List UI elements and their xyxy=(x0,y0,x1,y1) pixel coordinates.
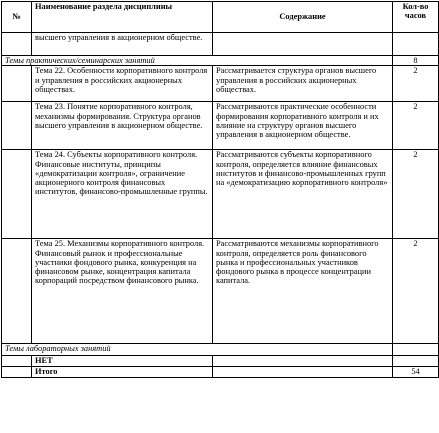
cell-content: Рассматривается структура органов высшего управления в российских акционерных обществах. xyxy=(213,66,393,102)
cell-hours: 2 xyxy=(393,66,439,102)
header-section-name: Наименование раздела дисциплины xyxy=(32,2,213,33)
cell-content xyxy=(213,33,393,56)
net-label: НЕТ xyxy=(32,356,213,367)
net-hours xyxy=(393,356,439,367)
table-row-continuation xyxy=(2,33,439,56)
cell-name: Тема 24. Субъекты корпоративного контроля. Финансовые институты, принципы «демократизации контроля», ограничение акционерного контроля финансовых институтов, финансово-промышленные группы. xyxy=(32,150,213,239)
cell-hours: 2 xyxy=(393,102,439,150)
cell-hours: 2 xyxy=(393,150,439,239)
total-hours: 54 xyxy=(393,367,439,378)
cell-num xyxy=(2,150,32,239)
section-row-practical xyxy=(2,56,439,66)
cell-num xyxy=(2,102,32,150)
net-row xyxy=(2,356,439,367)
cell-name: Тема 25. Механизмы корпоративного контроля. Финансовый рынок и профессиональные участники фондового рынка, конкуренция на финансовом рынке, концентрация капитала корпораций посредством финансового рынка. xyxy=(32,239,213,344)
cell-num xyxy=(2,356,32,367)
header-hours: Кол-во часов xyxy=(393,2,439,33)
total-row xyxy=(2,367,439,378)
cell-hours xyxy=(393,33,439,56)
header-content: Содержание xyxy=(213,2,393,33)
cell-content: Рассматриваются субъекты корпоративного контроля, определяется влияние финансовых институтов и финансово-промышленных групп на «демократизацию корпоративного контроля» xyxy=(213,150,393,239)
header-num: № xyxy=(2,2,32,33)
table-header-row xyxy=(2,2,439,33)
section-row-lab xyxy=(2,344,439,356)
cell-hours: 2 xyxy=(393,239,439,344)
cell-content: Рассматриваются механизмы корпоративного контроля, определяется роль финансового рынка и профессиональных участников фондового рынка в процессе концентрации капитала. xyxy=(213,239,393,344)
cell-num xyxy=(2,239,32,344)
cell-name: Тема 23. Понятие корпоративного контроля, механизмы формирования. Структура органов высшего управления в акционерном обществе. xyxy=(32,102,213,150)
section-label-practical: Темы практических/семинарских занятий xyxy=(2,56,393,66)
table-row xyxy=(2,239,439,344)
section-label-lab: Темы лабораторных занятий xyxy=(2,344,393,356)
cell-content xyxy=(213,367,393,378)
cell-name: высшего управления в акционерном обществе. xyxy=(32,33,213,56)
table-row xyxy=(2,150,439,239)
cell-num xyxy=(2,33,32,56)
cell-name: Тема 22. Особенности корпоративного контроля и управления в российских акционерных обществах. xyxy=(32,66,213,102)
table-row xyxy=(2,66,439,102)
section-hours-lab xyxy=(393,344,439,356)
curriculum-table xyxy=(1,1,439,378)
total-label: Итого xyxy=(32,367,213,378)
cell-content: Рассматриваются практические особенности формирования корпоративного контроля и их влияние на структуру органов высшего управления в акционерном обществе. xyxy=(213,102,393,150)
table-row xyxy=(2,102,439,150)
cell-num xyxy=(2,66,32,102)
cell-num xyxy=(2,367,32,378)
cell-content xyxy=(213,356,393,367)
section-hours-practical: 8 xyxy=(393,56,439,66)
